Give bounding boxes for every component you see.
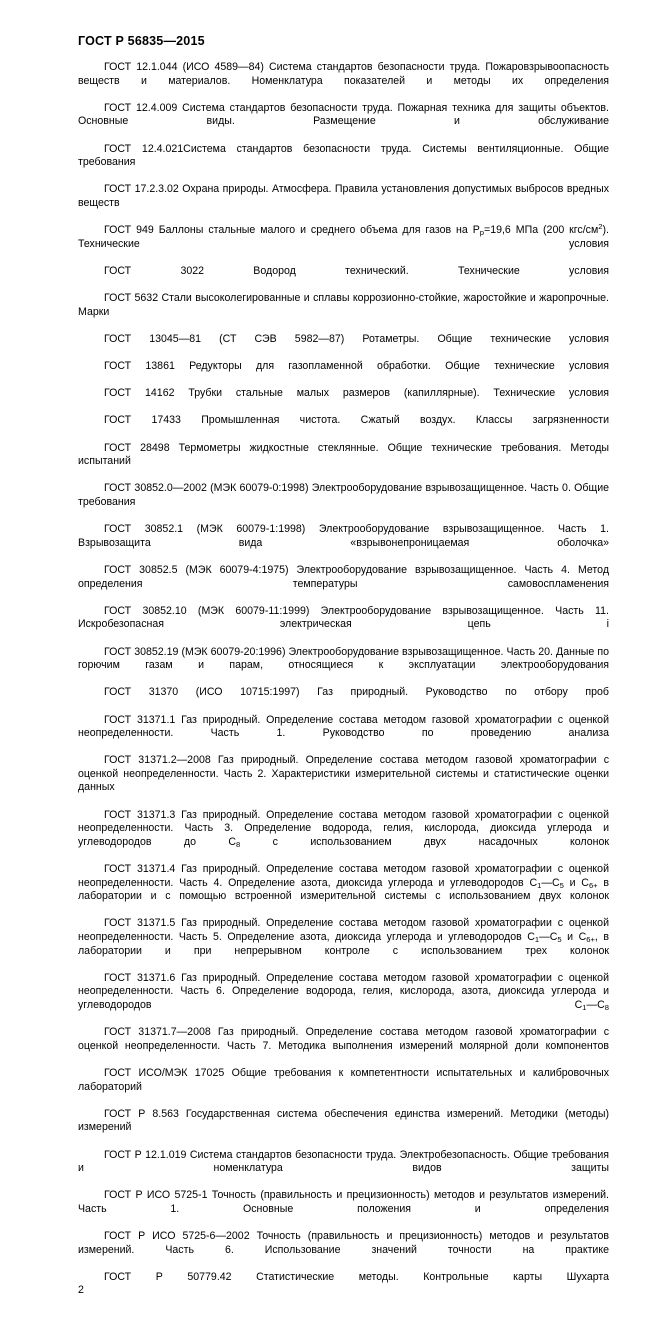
standard-reference-paragraph: ГОСТ 13045—81 (СТ СЭВ 5982—87) Ротаметры. Общие технические условия (104, 332, 609, 345)
standard-reference-paragraph: ГОСТ Р ИСО 5725-1 Точность (правильность и прецизионность) методов и результатов измерений. Часть 1. Основные положения и определения (78, 1189, 609, 1215)
standard-reference-paragraph: ГОСТ 30852.5 (МЭК 60079-4:1975) Электрооборудование взрывозащищенное. Часть 4. Метод определения температуры самовоспламенения (78, 563, 609, 590)
page-number: 2 (78, 1284, 84, 1297)
standard-reference-paragraph: ГОСТ Р 12.1.019 Система стандартов безопасности труда. Электробезопасность. Общие требования и номенклатура видов защиты (78, 1148, 609, 1175)
standard-reference-paragraph: ГОСТ 30852.0—2002 (МЭК 60079-0:1998) Электрооборудование взрывозащищенное. Часть 0. Общие требования (78, 482, 609, 508)
standard-reference-paragraph: ГОСТ 31371.6 Газ природный. Определение состава методом газовой хроматографии с оценкой неопределенности. Часть 6. Определение водорода, гелия, кислорода, азота, диоксида углерода и углеводородов $C_1—C_8$ (78, 971, 609, 1012)
standards-reference-list (78, 61, 609, 1298)
page-title: ГОСТ Р 56835—2015 (78, 34, 205, 48)
standard-reference-paragraph: ГОСТ 12.4.021Система стандартов безопасности труда. Системы вентиляционные. Общие требования (78, 142, 609, 169)
standard-reference-paragraph: ГОСТ 31371.4 Газ природный. Определение состава методом газовой хроматографии с оценкой неопределенности. Часть 4. Определение азота, диоксида углерода и углеводородов $C_1—C_5$ и $C_{6+}$ в лаборатории и с помощью встроенной измерительной системы с использованием двух колонок (78, 863, 610, 903)
standard-reference-paragraph: ГОСТ Р 8.563 Государственная система обеспечения единства измерений. Методики (методы) измерений (78, 1107, 609, 1134)
standard-reference-paragraph: ГОСТ 31371.2—2008 Газ природный. Определение состава методом газовой хроматографии с оценкой неопределенности. Часть 2. Характеристики измерительной системы и статистические оценки данных (78, 754, 609, 794)
standard-reference-paragraph: ГОСТ 13861 Редукторы для газопламенной обработки. Общие технические условия (104, 360, 609, 373)
standard-reference-paragraph: ГОСТ Р ИСО 5725-6—2002 Точность (правильность и прецизионность) методов и результатов измерений. Часть 6. Использование значений точности на практике (78, 1230, 609, 1256)
standard-reference-paragraph: ГОСТ 5632 Стали высоколегированные и сплавы коррозионно-стойкие, жаростойкие и жаропрочные. Марки (78, 292, 609, 318)
standard-reference-paragraph: ГОСТ 17433 Промышленная чистота. Сжатый воздух. Классы загрязненности (104, 414, 609, 427)
standard-reference-paragraph: ГОСТ 12.4.009 Система стандартов безопасности труда. Пожарная техника для защиты объектов. Основные виды. Размещение и обслуживание (78, 101, 609, 128)
standard-reference-paragraph: ГОСТ 3022 Водород технический. Технические условия (104, 264, 609, 277)
standard-reference-paragraph: ГОСТ 14162 Трубки стальные малых размеров (капиллярные). Технические условия (104, 387, 609, 400)
standard-reference-paragraph: ГОСТ 31371.1 Газ природный. Определение состава методом газовой хроматографии с оценкой неопределенности. Часть 1. Руководство по проведению анализа (78, 713, 609, 740)
standard-reference-paragraph: ГОСТ 30852.19 (МЭК 60079-20:1996) Электрооборудование взрывозащищенное. Часть 20. Данные по горючим газам и парам, относящиеся к эксплуатации электрооборудования (78, 645, 609, 672)
standard-reference-paragraph: ГОСТ 17.2.3.02 Охрана природы. Атмосфера. Правила установления допустимых выбросов вредных веществ (78, 183, 609, 209)
standard-reference-paragraph: ГОСТ 28498 Термометры жидкостные стеклянные. Общие технические требования. Методы испытаний (78, 441, 609, 468)
standard-reference-paragraph: ГОСТ 949 Баллоны стальные малого и среднего объема для газов на $P_р=19,6$ МПа (200 кгс/$см^2$). Технические условия (78, 222, 609, 250)
standard-reference-paragraph: ГОСТ 12.1.044 (ИСО 4589—84) Система стандартов безопасности труда. Пожаровзрывоопасность веществ и материалов. Номенклатура показателей и методы их определения (78, 61, 609, 87)
standard-reference-paragraph: ГОСТ 31371.3 Газ природный. Определение состава методом газовой хроматографии с оценкой неопределенности. Часть 3. Определение водорода, гелия, кислорода, диоксида углерода и углеводородов до $C_8$ с использованием двух насадочных колонок (78, 808, 609, 849)
standard-reference-paragraph: ГОСТ Р 50779.42 Статистические методы. Контрольные карты Шухарта (104, 1270, 609, 1283)
standard-reference-paragraph: ГОСТ 31371.5 Газ природный. Определение состава методом газовой хроматографии с оценкой неопределенности. Часть 5. Определение азота, диоксида углерода и углеводородов $C_1—C_5$ и $C_{6+}$, в лаборатории и при непрерывном контроле с использованием трех колонок (78, 917, 609, 957)
standard-reference-paragraph: ГОСТ 30852.10 (МЭК 60079-11:1999) Электрооборудование взрывозащищенное. Часть 11. Искробезопасная электрическая цепь i (78, 604, 609, 631)
standard-reference-paragraph: ГОСТ 31370 (ИСО 10715:1997) Газ природный. Руководство по отбору проб (104, 686, 609, 699)
standard-reference-paragraph: ГОСТ ИСО/МЭК 17025 Общие требования к компетентности испытательных и калибровочных лабораторий (78, 1066, 609, 1093)
standard-reference-paragraph: ГОСТ 30852.1 (МЭК 60079-1:1998) Электрооборудование взрывозащищенное. Часть 1. Взрывозащита вида «взрывонепроницаемая оболочка» (78, 523, 609, 549)
standard-reference-paragraph: ГОСТ 31371.7—2008 Газ природный. Определение состава методом газовой хроматографии с оценкой неопределенности. Часть 7. Методика выполнения измерений молярной доли компонентов (78, 1026, 609, 1052)
